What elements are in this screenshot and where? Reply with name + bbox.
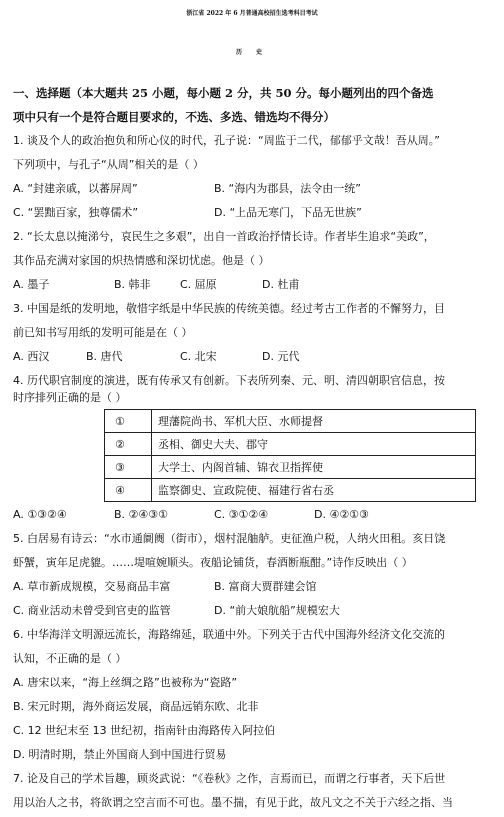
q4-option-a: A. ①③②④ bbox=[13, 508, 67, 521]
q6-option-d: D. 明清时期，禁止外国商人到中国进行贸易 bbox=[13, 748, 227, 761]
table-cell-number: ② bbox=[105, 433, 152, 456]
q5-option-b: B. 富商大贾群建会馆 bbox=[214, 580, 317, 593]
q2-option-a: A. 墨子 bbox=[13, 278, 50, 291]
q2-option-c: C. 屈原 bbox=[180, 278, 217, 291]
q2-option-b: B. 韩非 bbox=[114, 278, 151, 291]
q7-stem-line-1: 7. 论及自己的学术旨趣，顾炎武说：“《卷秋》之作，言焉而已，而谓之行事者，天下后世 bbox=[13, 772, 446, 785]
q3-option-c: C. 北宋 bbox=[180, 350, 217, 363]
q4-option-d: D. ④②①③ bbox=[314, 508, 369, 521]
table-row bbox=[105, 433, 476, 456]
table-cell-number: ④ bbox=[105, 479, 152, 502]
section-instructions-line-1: 一、选择题（本大题共 25 小题，每小题 2 分，共 50 分。每小题列出的四个备选 bbox=[13, 86, 434, 100]
q4-option-b: B. ②④③① bbox=[114, 508, 168, 521]
exam-title: 浙江省 2022 年 6 月普通高校招生选考科目考试 bbox=[186, 10, 318, 17]
q1-option-c: C. “罢黜百家，独尊儒术” bbox=[13, 206, 139, 219]
q2-option-d: D. 杜甫 bbox=[262, 278, 300, 291]
table-cell-officials: 大学士、内阁首辅、锦衣卫指挥使 bbox=[152, 456, 476, 479]
q1-option-b: B. “海内为郡县，法令由一统” bbox=[214, 182, 361, 195]
q3-option-b: B. 唐代 bbox=[86, 350, 123, 363]
q5-option-a: A. 草市新成规模，交易商品丰富 bbox=[13, 580, 171, 593]
table-cell-officials: 理藩院尚书、军机大臣、水师提督 bbox=[152, 410, 476, 433]
q5-stem-line-2: 虾蟹，寅年足虎貔。……堤喧婉顺头。夜船论铺货，春酒断瓶酣。”诗作反映出（ ） bbox=[13, 556, 413, 569]
q6-stem-line-1: 6. 中华海洋文明源远流长，海路绵延，联通中外。下列关于古代中国海外经济文化交流的 bbox=[13, 628, 445, 641]
q2-stem-line-1: 2. “长太息以掩涕兮，哀民生之多艰”，出自一首政治抒情长诗。作者毕生追求“美政”， bbox=[13, 230, 435, 243]
q5-stem-line-1: 5. 白居易有诗云：“水市通阛阓（街市），烟村混舳舻。吏征渔户税，人纳火田租。亥日饶 bbox=[13, 532, 446, 545]
q7-stem-line-2: 用以治人之书，将欲谓之空言而不可也。墨不揣，有见于此，故凡文之不关于六经之指、当 bbox=[13, 796, 453, 809]
q1-stem-line-1: 1. 谈及个人的政治抱负和所心仪的时代，孔子说：“周监于二代，郁郁乎文哉！吾从周。” bbox=[13, 134, 440, 147]
q6-option-a: A. 唐宋以来，“海上丝绸之路”也被称为“瓷路” bbox=[13, 676, 238, 689]
subject-title: 历 史 bbox=[235, 49, 269, 56]
table-cell-officials: 监察御史、宣政院使、福建行省右丞 bbox=[152, 479, 476, 502]
q5-option-d: D. “前大娘航船”规模宏大 bbox=[214, 604, 340, 617]
section-instructions-line-2: 项中只有一个是符合题目要求的，不选、多选、错选均不得分） bbox=[13, 110, 335, 124]
q2-stem-line-2: 其作品充满对家国的炽热情感和深切忧虑。他是（ ） bbox=[13, 254, 270, 267]
q3-option-d: D. 元代 bbox=[262, 350, 300, 363]
q4-stem-line-2: 时序排列正确的是（ ） bbox=[13, 391, 127, 404]
q3-stem-line-1: 3. 中国是纸的发明地，敬惜字纸是中华民族的传统美德。经过考古工作者的不懈努力，目 bbox=[13, 302, 445, 315]
q6-option-b: B. 宋元时期，海外商运发展，商品远销东欧、北非 bbox=[13, 700, 259, 713]
q1-stem-line-2: 下列项中，与孔子“从周”相关的是（ ） bbox=[13, 158, 204, 171]
table-row bbox=[105, 410, 476, 433]
table-cell-number: ① bbox=[105, 410, 152, 433]
q3-stem-line-2: 前已知书写用纸的发明可能是在（ ） bbox=[13, 326, 193, 339]
q4-official-table bbox=[104, 409, 476, 502]
q1-option-d: D. “上品无寒门，下品无世族” bbox=[214, 206, 362, 219]
q3-option-a: A. 西汉 bbox=[13, 350, 50, 363]
q5-option-c: C. 商业活动未曾受到官吏的监管 bbox=[13, 604, 171, 617]
q4-option-c: C. ③①②④ bbox=[214, 508, 269, 521]
table-row bbox=[105, 456, 476, 479]
q6-stem-line-2: 认知，不正确的是（ ） bbox=[13, 652, 127, 665]
table-cell-officials: 丞相、御史大夫、郡守 bbox=[152, 433, 476, 456]
table-row bbox=[105, 479, 476, 502]
q4-stem-line-1: 4. 历代职官制度的演进，既有传承又有创新。下表所列秦、元、明、清四朝职官信息，按 bbox=[13, 374, 445, 387]
q6-option-c: C. 12 世纪末至 13 世纪初，指南针由海路传入阿拉伯 bbox=[13, 724, 276, 737]
table-cell-number: ③ bbox=[105, 456, 152, 479]
q1-option-a: A. “封建亲戚，以蕃屏周” bbox=[13, 182, 138, 195]
